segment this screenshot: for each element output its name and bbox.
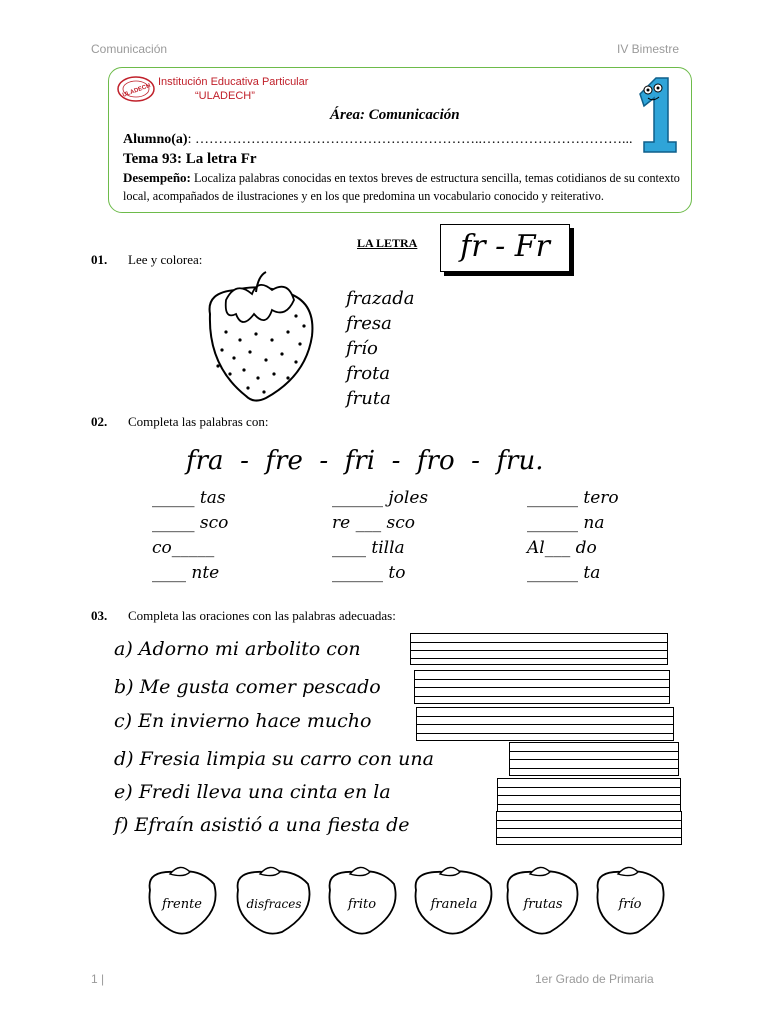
alumno-label: Alumno(a) bbox=[123, 132, 188, 147]
completion-item: co_____ bbox=[152, 538, 215, 558]
answer-lines[interactable] bbox=[414, 670, 670, 704]
school-logo bbox=[116, 74, 156, 104]
header-left: Comunicación bbox=[91, 42, 168, 56]
word-option: franela bbox=[430, 897, 478, 912]
exercise2-number: 02. bbox=[91, 414, 108, 429]
strawberry-word bbox=[597, 867, 663, 933]
word-option: disfraces bbox=[246, 897, 302, 911]
desempeno-label: Desempeño: bbox=[123, 170, 191, 185]
answer-lines[interactable] bbox=[416, 707, 674, 741]
answer-lines[interactable] bbox=[497, 778, 681, 812]
sentence: b) Me gusta comer pescado bbox=[114, 676, 381, 698]
word-item: fresa bbox=[346, 313, 392, 334]
word-item: frazada bbox=[346, 288, 415, 309]
strawberry-icon bbox=[196, 270, 320, 404]
exercise2-text: Completa las palabras con: bbox=[128, 414, 269, 429]
exercise3-number: 03. bbox=[91, 608, 108, 623]
completion-item: ______ na bbox=[527, 513, 605, 533]
footer-page: 1 | bbox=[91, 972, 105, 986]
school-quote: “ULADECH” bbox=[195, 90, 255, 102]
title-prefix: LA LETRA bbox=[357, 236, 418, 250]
word-item: frota bbox=[346, 363, 391, 384]
school-name: Institución Educativa Particular bbox=[158, 76, 309, 88]
alumno-dots: : ……………………………………………………..…………………………... bbox=[187, 132, 633, 147]
word-bank bbox=[140, 860, 680, 940]
completion-item: ____ tilla bbox=[332, 538, 405, 558]
word-option: frito bbox=[347, 897, 377, 912]
strawberry-word bbox=[237, 867, 309, 933]
completion-item: ____ nte bbox=[152, 563, 220, 583]
word-option: frutas bbox=[523, 897, 563, 912]
word-item: frío bbox=[346, 338, 378, 359]
exercise1-number: 01. bbox=[91, 252, 108, 267]
strawberry-word bbox=[329, 867, 395, 933]
word-option: frío bbox=[618, 897, 642, 912]
sentence: f) Efraín asistió a una fiesta de bbox=[114, 814, 410, 836]
completion-grid bbox=[152, 488, 672, 588]
footer-grade: 1er Grado de Primaria bbox=[535, 972, 654, 986]
strawberry-word bbox=[149, 867, 215, 933]
strawberry-word bbox=[416, 867, 492, 933]
word-item: fruta bbox=[346, 388, 391, 409]
sentence: d) Fresia limpia su carro con una bbox=[114, 748, 434, 770]
tema-value: La letra Fr bbox=[185, 151, 257, 167]
exercise1-text: Lee y colorea: bbox=[128, 252, 203, 267]
completion-item: _____ sco bbox=[152, 513, 229, 533]
number-one-icon bbox=[626, 72, 682, 154]
strawberry-word bbox=[507, 867, 577, 933]
area-title: Área: Comunicación bbox=[330, 107, 460, 123]
answer-lines[interactable] bbox=[509, 742, 679, 776]
completion-item: ______ ta bbox=[527, 563, 601, 583]
header-right: IV Bimestre bbox=[617, 42, 680, 56]
completion-item: _____ tas bbox=[152, 488, 226, 508]
syllables: fra - fre - fri - fro - fru. bbox=[186, 446, 544, 476]
completion-item: Al___ do bbox=[527, 538, 597, 558]
completion-item: ______ tero bbox=[527, 488, 619, 508]
completion-item: ______ joles bbox=[332, 488, 429, 508]
title-box bbox=[440, 224, 570, 272]
exercise3-text: Completa las oraciones con las palabras adecuadas: bbox=[128, 608, 396, 623]
logo-text: ULADECH bbox=[121, 83, 152, 99]
completion-item: re ___ sco bbox=[332, 513, 415, 533]
answer-lines[interactable] bbox=[496, 811, 682, 845]
title-letters: fr - Fr bbox=[460, 229, 550, 264]
sentence: e) Fredi lleva una cinta en la bbox=[114, 781, 391, 803]
completion-item: ______ to bbox=[332, 563, 406, 583]
sentence: a) Adorno mi arbolito con bbox=[114, 638, 361, 660]
word-option: frente bbox=[161, 897, 203, 912]
sentence: c) En invierno hace mucho bbox=[114, 710, 372, 732]
word-list bbox=[346, 286, 414, 411]
tema-label: Tema 93: bbox=[123, 151, 183, 167]
answer-lines[interactable] bbox=[410, 633, 668, 665]
desempeno-text: Localiza palabras conocidas en textos breves de estructura sencilla, temas cotidianos de su contexto local, acompañados de ilustraciones y en los que predomina un vocabulario conocido y reiterativo. bbox=[123, 171, 680, 203]
